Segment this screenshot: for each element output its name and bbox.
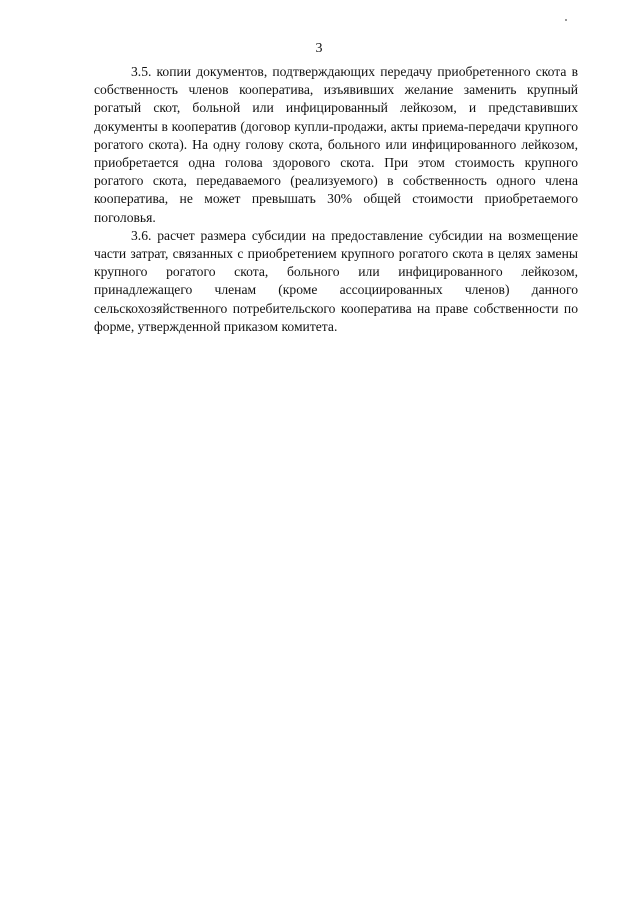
page-number: 3 xyxy=(315,41,323,56)
scan-speck xyxy=(565,19,567,21)
document-body xyxy=(94,63,578,336)
paragraph-3-5: 3.5. копии документов, подтверждающих передачу приобретенного скота в собственность членов кооператива, изъявивших желание заменить крупный рогатый скот, больной или инфицированный лейкозом, и представивших документы в кооператив (договор купли-продажи, акты приема-передачи крупного рогатого скота). На одну голову скота, больного или инфицированного лейкозом, приобретается одна голова здорового скота. При этом стоимость крупного рогатого скота, передаваемого (реализуемого) в собственность одного члена кооператива, не может превышать 30% общей стоимости приобретаемого поголовья. xyxy=(94,64,578,225)
paragraph-3-6: 3.6. расчет размера субсидии на предоставление субсидии на возмещение части затрат, связанных с приобретением крупного рогатого скота в целях замены крупного рогатого скота, больного или инфицированного лейкозом, принадлежащего членам (кроме ассоциированных членов) данного сельскохозяйственного потребительского кооператива на праве собственности по форме, утвержденной приказом комитета. xyxy=(94,227,578,334)
